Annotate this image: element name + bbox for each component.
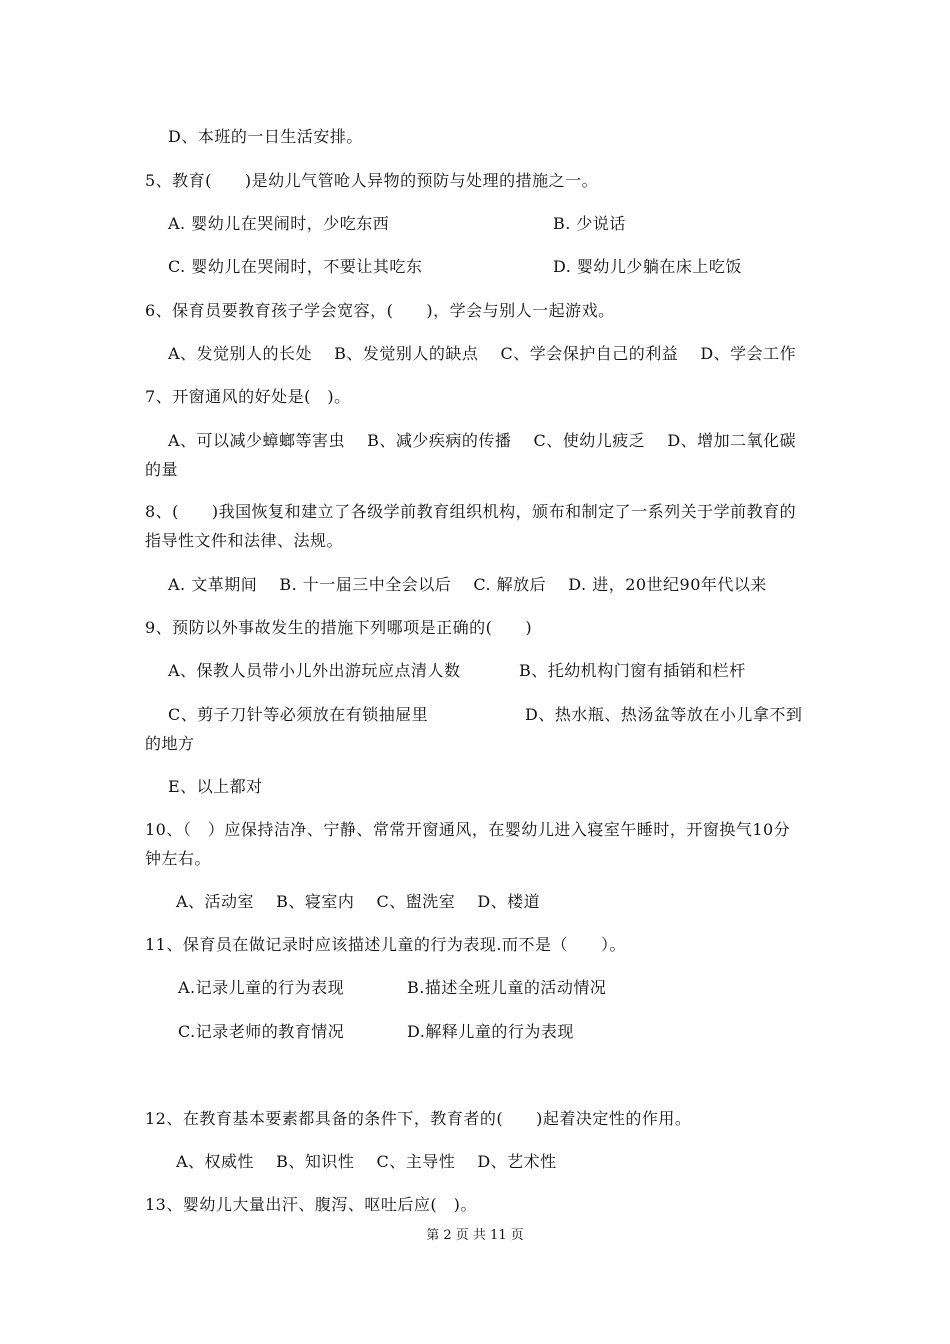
q7-options-line1: A、可以减少蟑螂等害虫 B、减少疾病的传播 C、使幼儿疲乏 D、增加二氧化碳	[168, 431, 797, 450]
q8-stem-line1: 8、( )我国恢复和建立了各级学前教育组织机构，颁布和制定了一系列关于学前教育的	[145, 502, 797, 521]
q11-option-d: D.解释儿童的行为表现	[407, 1022, 574, 1041]
q12-stem: 12、在教育基本要素都具备的条件下，教育者的( )起着决定性的作用。	[145, 1109, 692, 1128]
q8-stem-line2: 指导性文件和法律、法规。	[145, 531, 344, 550]
q5-option-a: A. 婴幼儿在哭闹时，少吃东西	[168, 214, 390, 233]
q11-option-a: A.记录儿童的行为表现	[178, 978, 345, 997]
q12-options: A、权威性 B、知识性 C、主导性 D、艺术性	[176, 1152, 557, 1171]
q5-option-b: B. 少说话	[553, 214, 626, 233]
q4-option-d: D、本班的一日生活安排。	[168, 127, 363, 146]
q8-options: A. 文革期间 B. 十一届三中全会以后 C. 解放后 D. 进，20世纪90年代以来	[168, 575, 767, 594]
q9-option-d-line2: 的地方	[145, 734, 195, 753]
q11-option-b: B.描述全班儿童的活动情况	[407, 978, 607, 997]
q6-options: A、发觉别人的长处 B、发觉别人的缺点 C、学会保护自己的利益 D、学会工作	[168, 344, 797, 363]
q10-stem-line2: 钟左右。	[145, 849, 212, 868]
q5-stem: 5、教育( )是幼儿气管呛人异物的预防与处理的措施之一。	[145, 171, 599, 190]
q9-option-e: E、以上都对	[168, 777, 263, 796]
q11-stem: 11、保育员在做记录时应该描述儿童的行为表现.而不是（ ）。	[145, 935, 626, 954]
q7-options-line2: 的量	[145, 460, 179, 479]
q9-stem: 9、预防以外事故发生的措施下列哪项是正确的( )	[145, 618, 533, 637]
q7-stem: 7、开窗通风的好处是( )。	[145, 387, 351, 406]
q11-option-c: C.记录老师的教育情况	[178, 1022, 345, 1041]
page-footer: 第 2 页 共 11 页	[426, 1228, 524, 1243]
q10-options: A、活动室 B、寝室内 C、盥洗室 D、楼道	[176, 892, 541, 911]
q5-option-d: D. 婴幼儿少躺在床上吃饭	[553, 257, 742, 276]
q9-option-b: B、托幼机构门窗有插销和栏杆	[519, 661, 746, 680]
q9-option-d-line1: D、热水瓶、热汤盆等放在小儿拿不到	[525, 705, 803, 724]
q5-option-c: C. 婴幼儿在哭闹时，不要让其吃东	[168, 257, 423, 276]
q13-stem: 13、婴幼儿大量出汗、腹泻、呕吐后应( )。	[145, 1195, 477, 1214]
q6-stem: 6、保育员要教育孩子学会宽容，( )，学会与别人一起游戏。	[145, 301, 615, 320]
q9-option-a: A、保教人员带小儿外出游玩应点清人数	[168, 661, 461, 680]
q10-stem-line1: 10、（ ）应保持洁净、宁静、常常开窗通风，在婴幼儿进入寝室午睡时，开窗换气10分	[145, 820, 791, 839]
q9-option-c: C、剪子刀针等必须放在有锁抽屉里	[168, 705, 429, 724]
